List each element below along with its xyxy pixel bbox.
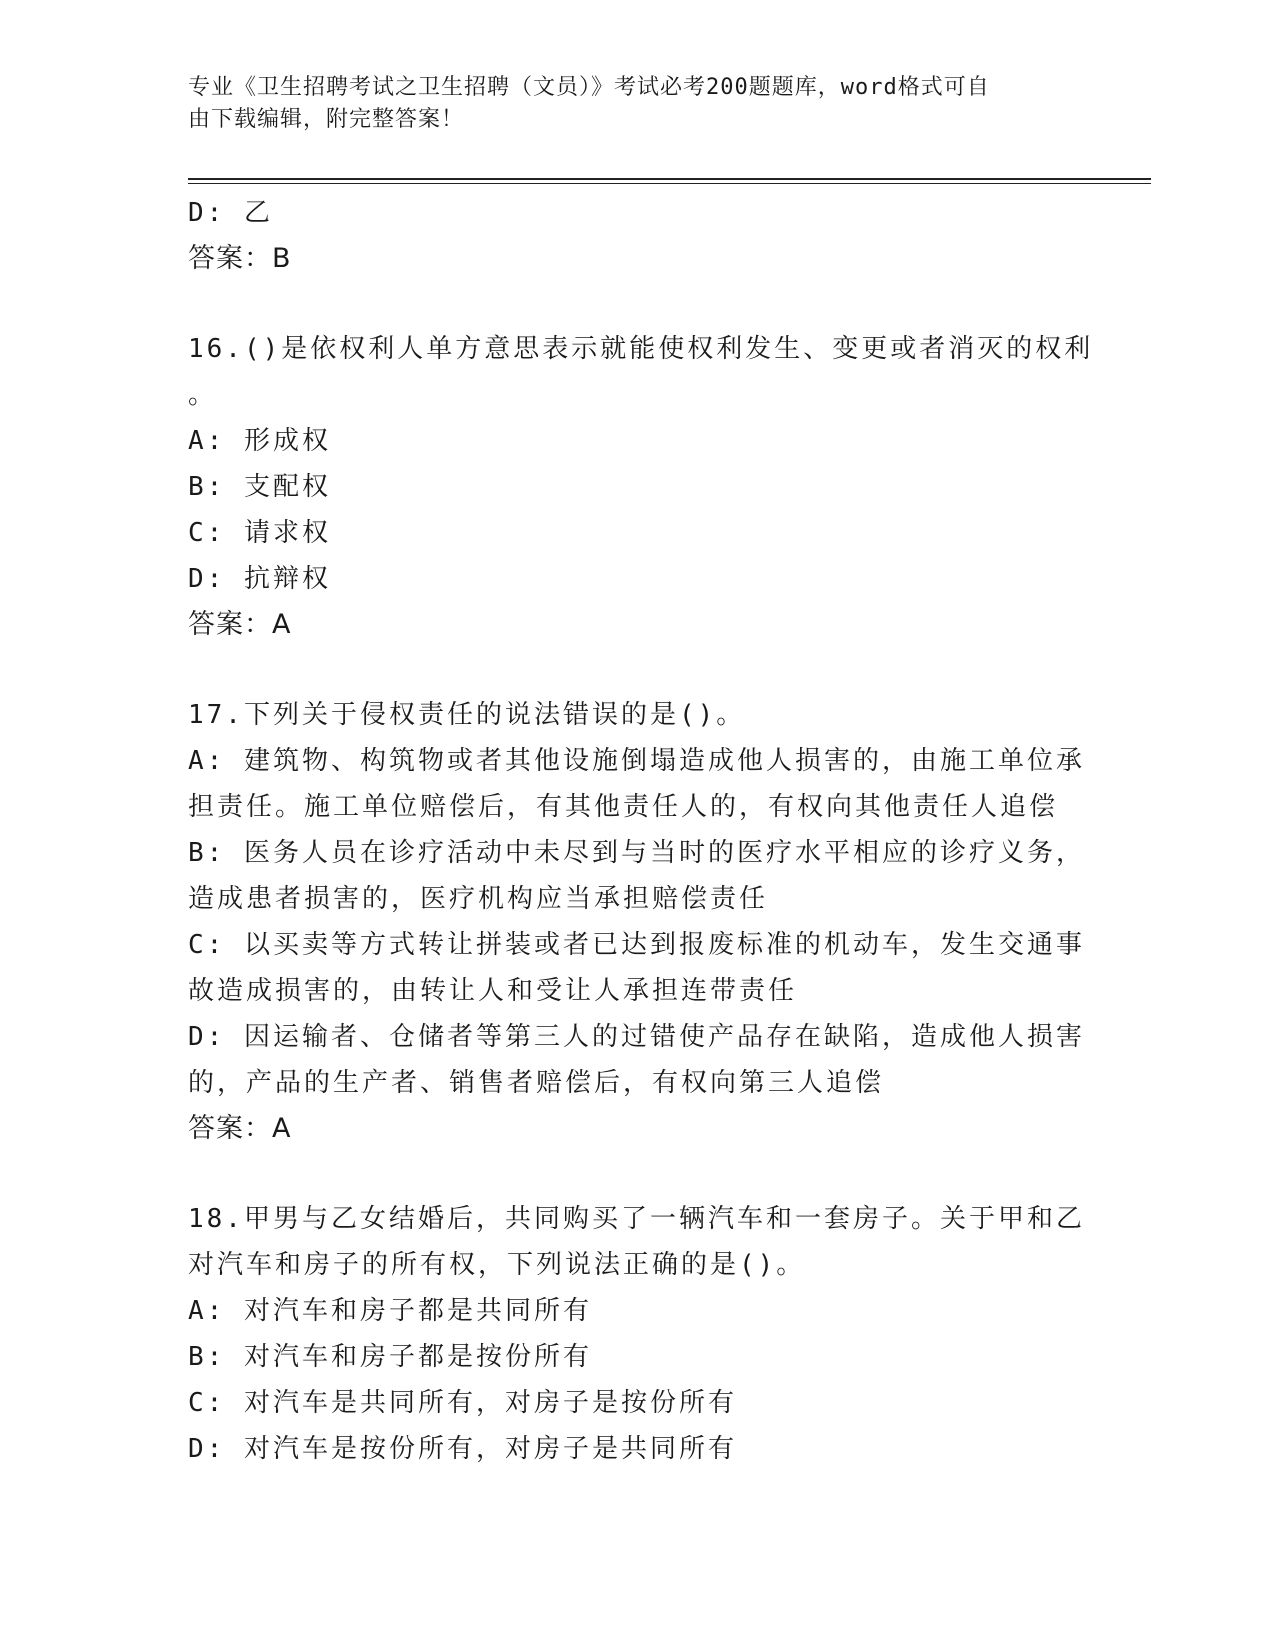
- option-c: C: 对汽车是共同所有，对房子是按份所有: [188, 1388, 737, 1418]
- question-stem-continued: 。: [188, 380, 218, 410]
- question-18: [188, 1196, 1088, 1472]
- answer-label: 答案：A: [188, 609, 292, 640]
- option-b: B: 对汽车和房子都是按份所有: [188, 1342, 592, 1372]
- question-15-tail: [188, 190, 1088, 282]
- option-d: D: 抗辩权: [188, 564, 331, 594]
- question-stem-continued: 对汽车和房子的所有权，下列说法正确的是()。: [188, 1250, 806, 1280]
- question-stem: 17.下列关于侵权责任的说法错误的是()。: [188, 700, 746, 730]
- answer-label: 答案：B: [188, 243, 292, 274]
- option-d: D: 乙: [188, 198, 273, 228]
- answer-label: 答案：A: [188, 1113, 292, 1144]
- header-line-2: 由下载编辑，附完整答案！: [188, 107, 465, 132]
- header-rule-thin: [188, 183, 1151, 184]
- question-16: [188, 326, 1094, 648]
- option-b: B: 医务人员在诊疗活动中未尽到与当时的医疗水平相应的诊疗义务，: [188, 838, 1085, 868]
- document-header: [188, 72, 1088, 136]
- question-content: [188, 190, 1094, 1472]
- option-d: D: 对汽车是按份所有，对房子是共同所有: [188, 1434, 737, 1464]
- option-a: A: 形成权: [188, 426, 331, 456]
- option-d: D: 因运输者、仓储者等第三人的过错使产品存在缺陷，造成他人损害: [188, 1022, 1085, 1052]
- question-stem: 18.甲男与乙女结婚后，共同购买了一辆汽车和一套房子。关于甲和乙: [188, 1204, 1085, 1234]
- option-d-continued: 的，产品的生产者、销售者赔偿后，有权向第三人追偿: [188, 1068, 885, 1098]
- option-c: C: 以买卖等方式转让拼装或者已达到报废标准的机动车，发生交通事: [188, 930, 1085, 960]
- header-rule-thick: [188, 178, 1151, 180]
- option-c: C: 请求权: [188, 518, 331, 548]
- option-b-continued: 造成患者损害的，医疗机构应当承担赔偿责任: [188, 884, 769, 914]
- header-line-1: 专业《卫生招聘考试之卫生招聘（文员）》考试必考200题题库，word格式可自: [188, 75, 990, 100]
- option-c-continued: 故造成损害的，由转让人和受让人承担连带责任: [188, 976, 798, 1006]
- option-a: A: 对汽车和房子都是共同所有: [188, 1296, 592, 1326]
- option-b: B: 支配权: [188, 472, 331, 502]
- question-stem: 16.()是依权利人单方意思表示就能使权利发生、变更或者消灭的权利: [188, 334, 1094, 364]
- option-a-continued: 担责任。施工单位赔偿后，有其他责任人的，有权向其他责任人追偿: [188, 792, 1059, 822]
- question-17: [188, 692, 1088, 1152]
- option-a: A: 建筑物、构筑物或者其他设施倒塌造成他人损害的，由施工单位承: [188, 746, 1085, 776]
